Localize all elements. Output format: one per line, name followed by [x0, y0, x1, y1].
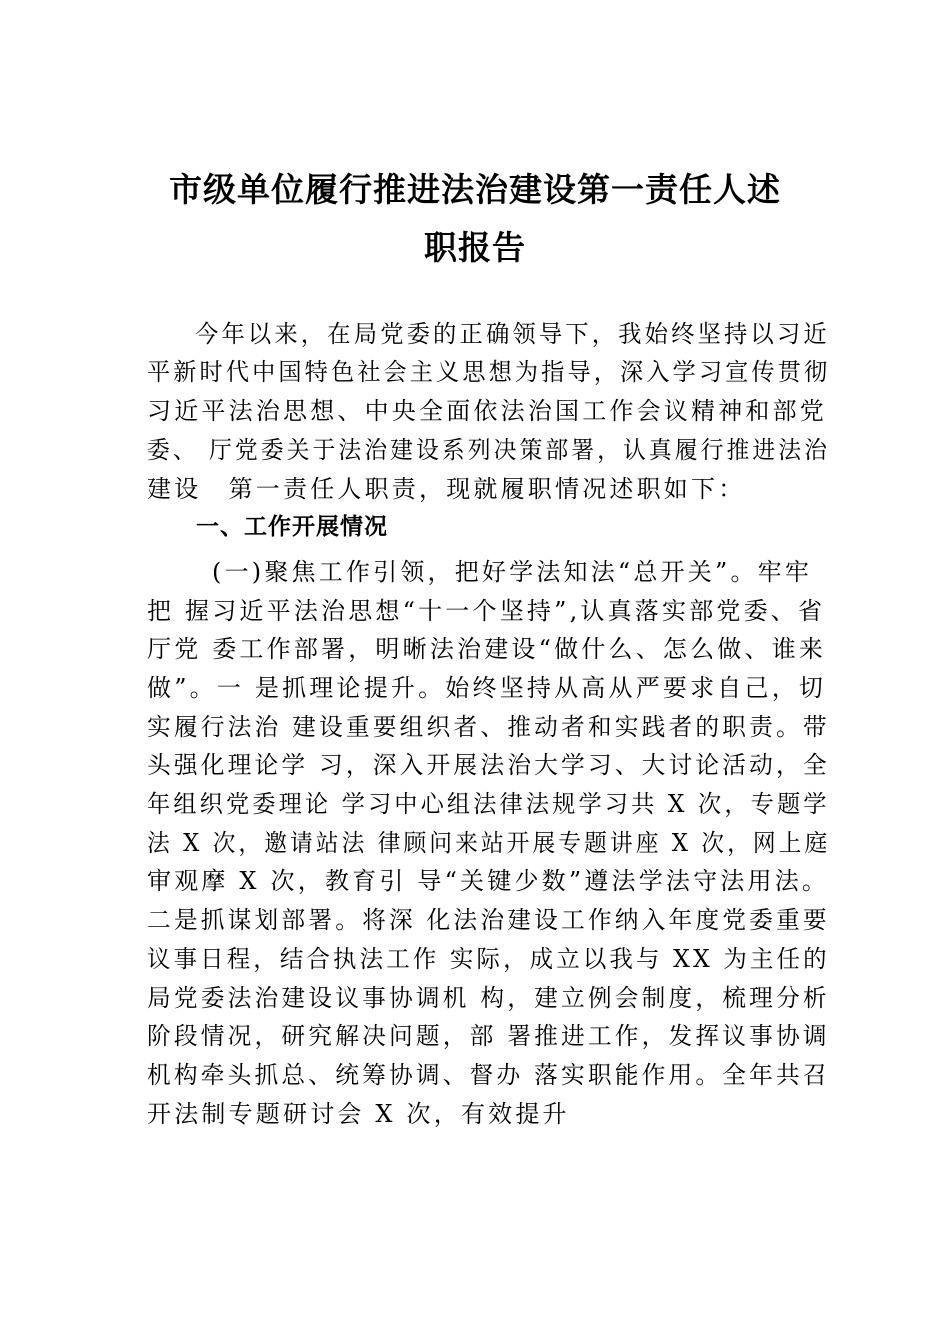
body-line: 头强化理论学 习，深入开展法治大学习、大讨论活动，全	[147, 751, 830, 779]
body-line: (一)聚焦工作引领，把好学法知法“总开关”。牢牢	[212, 558, 813, 586]
document-title-line-2: 职报告	[424, 228, 526, 267]
body-line: 做”。一 是抓理论提升。始终坚持从高从严要求自己，切	[147, 674, 827, 702]
body-line: 议事日程，结合执法工作 实际，成立以我与 XX 为主任的	[147, 945, 830, 973]
body-line: 阶段情况，研究解决问题，部 署推进工作，发挥议事协调	[147, 1022, 830, 1050]
body-line: 机构牵头抓总、统筹协调、督办 落实职能作用。全年共召	[147, 1061, 830, 1089]
body-line: 二是抓谋划部署。将深 化法治建设工作纳入年度党委重要	[147, 906, 830, 934]
intro-line: 委、 厅党委关于法治建设系列决策部署，认真履行推进法治	[147, 436, 831, 464]
body-line: 厅党 委工作部署，明晰法治建设“做什么、怎么做、谁来	[147, 635, 827, 663]
intro-line: 平新时代中国特色社会主义思想为指导，深入学习宣传贯彻	[147, 358, 831, 386]
document-title-line-1: 市级单位履行推进法治建设第一责任人述	[169, 170, 781, 209]
body-line: 开法制专题研讨会 X 次，有效提升	[147, 1100, 570, 1128]
body-line: 法 X 次，邀请站法 律顾问来站开展专题讲座 X 次，网上庭	[147, 829, 831, 857]
intro-line: 今年以来，在局党委的正确领导下，我始终坚持以习近	[195, 320, 830, 348]
intro-line: 习近平法治思想、中央全面依法治国工作会议精神和部党	[147, 397, 827, 425]
section-heading: 一、工作开展情况	[196, 514, 388, 540]
intro-line: 建设 第一责任人职责，现就履职情况述职如下：	[147, 475, 746, 503]
body-line: 把 握习近平法治思想“十一个坚持”,认真落实部党委、省	[147, 597, 826, 625]
body-line: 审观摩 X 次，教育引 导“关键少数”遵法学法守法用法。	[147, 867, 830, 895]
body-line: 年组织党委理论 学习中心组法律法规学习共 X 次，专题学	[147, 790, 830, 818]
body-line: 局党委法治建设议事协调机 构，建立例会制度，梳理分析	[147, 984, 830, 1012]
body-line: 实履行法治 建设重要组织者、推动者和实践者的职责。带	[147, 713, 830, 741]
